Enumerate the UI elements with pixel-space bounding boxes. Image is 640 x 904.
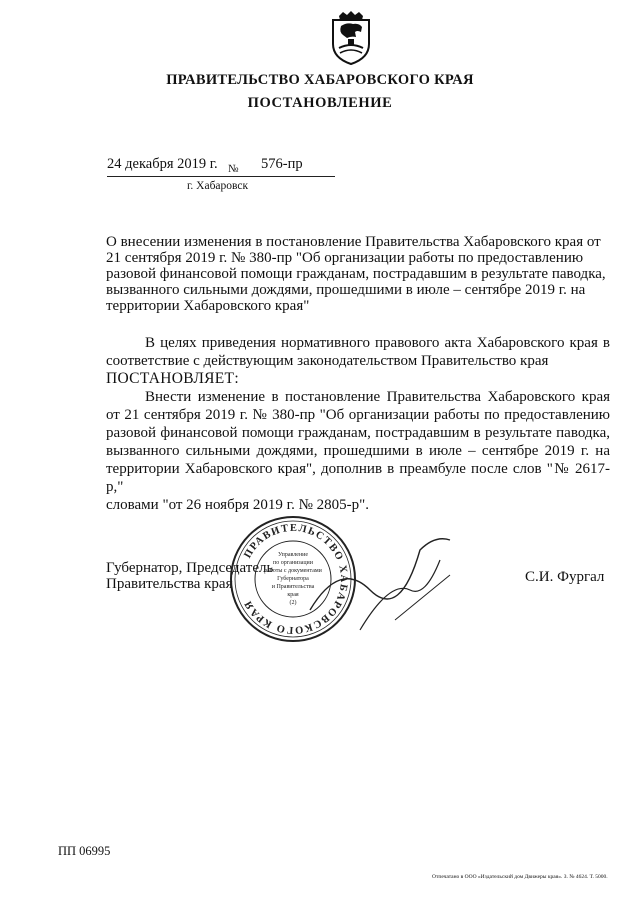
document-type-heading: ПОСТАНОВЛЕНИЕ: [247, 95, 393, 111]
seal-center-line: (2): [289, 600, 297, 606]
subject-line: О внесении изменения в постановление Правительства Хабаровского края от: [106, 234, 601, 250]
signatory-title-line: Губернатор, Председатель: [106, 560, 274, 576]
coat-of-arms-emblem: [329, 10, 373, 66]
date-number-block: [107, 156, 307, 192]
resolves-word: ПОСТАНОВЛЯЕТ:: [106, 370, 239, 387]
number-sign: №: [228, 163, 239, 175]
document-body: [106, 334, 610, 514]
subject-line: территории Хабаровского края": [106, 298, 310, 314]
seal-center-line: края: [287, 592, 299, 598]
seal-center-line: Губернатора: [277, 576, 309, 582]
official-seal-stamp: [228, 514, 358, 644]
subject-line: 21 сентября 2019 г. № 380-пр "Об организации работы по предоставлению: [106, 250, 584, 266]
city-name: г. Хабаровск: [187, 180, 249, 192]
seal-center-line: Управление: [277, 552, 309, 558]
document-code: ПП 06995: [58, 844, 111, 858]
seal-center-line: и Правительства: [271, 584, 315, 590]
body-line: Внести изменение в постановление Правительства Хабаровского края: [145, 389, 610, 405]
subject-line: вызванного сильными дождями, прошедшими в июле – сентябре 2019 г. на: [106, 282, 586, 298]
document-date: 24 декабря 2019 г.: [107, 156, 218, 172]
seal-center-line: работы с документами: [264, 568, 322, 574]
body-line: В целях приведения нормативного правового акта Хабаровского края в: [145, 335, 610, 351]
body-line: соответствие с действующим законодательством Правительство края: [106, 353, 549, 369]
signatory-title-line: Правительства края: [106, 576, 233, 592]
signatory-name: С.И. Фургал: [525, 569, 605, 585]
organization-title: ПРАВИТЕЛЬСТВО ХАБАРОВСКОГО КРАЯ: [166, 72, 474, 88]
seal-center-line: по организации: [273, 560, 313, 566]
date-underline: [107, 176, 335, 177]
printer-imprint: Отпечатано в ООО «Издательский дом Движеры края». З. № 4624. Т. 5000.: [432, 874, 608, 880]
body-line: вызванного сильными дождями, прошедшими в июле – сентябре 2019 г. на: [106, 443, 610, 459]
document-number: 576-пр: [261, 156, 303, 172]
document-subject: [106, 234, 608, 314]
body-line: словами "от 26 ноября 2019 г. № 2805-р".: [106, 497, 369, 513]
body-line: разовой финансовой помощи гражданам, пострадавшим в результате паводка,: [106, 425, 610, 441]
body-line: от 21 сентября 2019 г. № 380-пр "Об организации работы по предоставлению: [106, 407, 610, 423]
subject-line: разовой финансовой помощи гражданам, пострадавшим в результате паводка,: [106, 266, 606, 282]
body-line: территории Хабаровского края", дополнив в преамбуле после слов "№ 2617-р,": [106, 461, 610, 495]
seal-ring-text: ПРАВИТЕЛЬСТВО ХАБАРОВСКОГО КРАЯ: [242, 522, 350, 636]
